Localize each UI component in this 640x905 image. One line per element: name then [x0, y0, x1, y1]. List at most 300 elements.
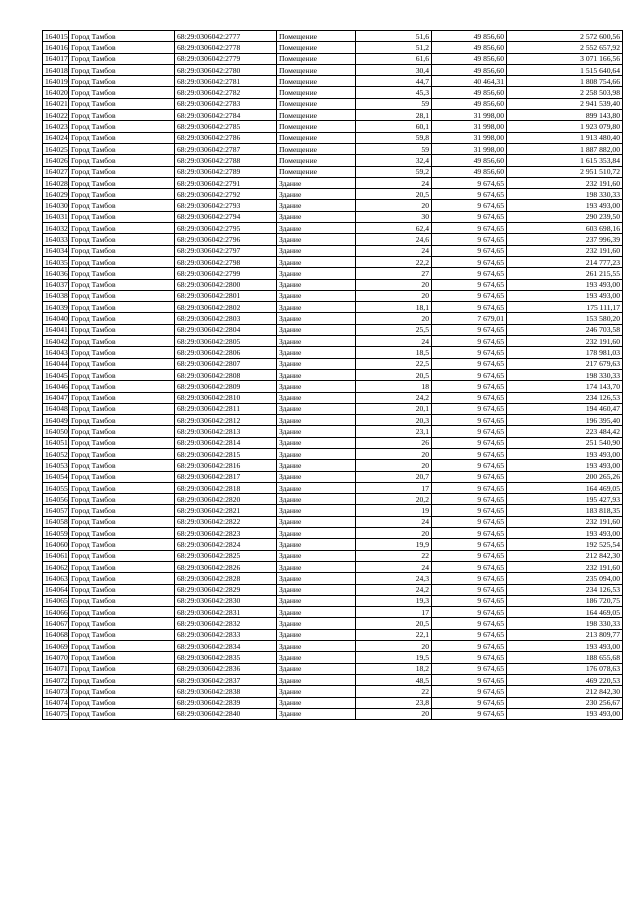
object-type-cell: Здание [277, 629, 356, 640]
table-row [43, 31, 623, 42]
area-cell: 20,7 [356, 471, 432, 482]
locality-cell: Город Тамбов [69, 189, 175, 200]
area-cell: 19,3 [356, 595, 432, 606]
locality-cell: Город Тамбов [69, 686, 175, 697]
object-type-cell: Здание [277, 200, 356, 211]
row-number-cell: 164070 [43, 652, 69, 663]
rate-cell: 9 674,65 [432, 471, 507, 482]
rate-cell: 9 674,65 [432, 641, 507, 652]
cadastral-value-cell: 213 809,77 [507, 629, 623, 640]
area-cell: 18 [356, 381, 432, 392]
object-type-cell: Здание [277, 573, 356, 584]
cadastral-value-cell: 2 572 600,56 [507, 31, 623, 42]
cadastral-number-cell: 68:29:0306042:2826 [175, 561, 277, 572]
cadastral-number-cell: 68:29:0306042:2799 [175, 268, 277, 279]
rate-cell: 9 674,65 [432, 256, 507, 267]
rate-cell: 9 674,65 [432, 516, 507, 527]
table-row [43, 290, 623, 301]
cadastral-number-cell: 68:29:0306042:2825 [175, 550, 277, 561]
locality-cell: Город Тамбов [69, 460, 175, 471]
object-type-cell: Помещение [277, 76, 356, 87]
rate-cell: 49 856,60 [432, 31, 507, 42]
cadastral-value-cell: 899 143,80 [507, 110, 623, 121]
table-row [43, 279, 623, 290]
object-type-cell: Помещение [277, 155, 356, 166]
locality-cell: Город Тамбов [69, 166, 175, 177]
row-number-cell: 164037 [43, 279, 69, 290]
object-type-cell: Здание [277, 686, 356, 697]
locality-cell: Город Тамбов [69, 245, 175, 256]
locality-cell: Город Тамбов [69, 595, 175, 606]
cadastral-number-cell: 68:29:0306042:2794 [175, 211, 277, 222]
area-cell: 19 [356, 505, 432, 516]
table-row [43, 415, 623, 426]
area-cell: 25,5 [356, 324, 432, 335]
row-number-cell: 164024 [43, 132, 69, 143]
cadastral-value-cell: 176 078,63 [507, 663, 623, 674]
table-row [43, 426, 623, 437]
area-cell: 22 [356, 550, 432, 561]
cadastral-number-cell: 68:29:0306042:2828 [175, 573, 277, 584]
object-type-cell: Помещение [277, 53, 356, 64]
cadastral-value-cell: 174 143,70 [507, 381, 623, 392]
object-type-cell: Помещение [277, 42, 356, 53]
area-cell: 45,3 [356, 87, 432, 98]
area-cell: 61,6 [356, 53, 432, 64]
table-row [43, 516, 623, 527]
locality-cell: Город Тамбов [69, 471, 175, 482]
rate-cell: 9 674,65 [432, 268, 507, 279]
locality-cell: Город Тамбов [69, 641, 175, 652]
rate-cell: 9 674,65 [432, 448, 507, 459]
cadastral-value-cell: 178 981,03 [507, 347, 623, 358]
cadastral-number-cell: 68:29:0306042:2816 [175, 460, 277, 471]
locality-cell: Город Тамбов [69, 516, 175, 527]
area-cell: 20 [356, 641, 432, 652]
row-number-cell: 164060 [43, 539, 69, 550]
area-cell: 32,4 [356, 155, 432, 166]
area-cell: 20 [356, 279, 432, 290]
cadastral-number-cell: 68:29:0306042:2801 [175, 290, 277, 301]
locality-cell: Город Тамбов [69, 143, 175, 154]
table-row [43, 302, 623, 313]
cadastral-value-cell: 192 525,54 [507, 539, 623, 550]
object-type-cell: Здание [277, 223, 356, 234]
rate-cell: 9 674,65 [432, 686, 507, 697]
area-cell: 26 [356, 437, 432, 448]
area-cell: 51,6 [356, 31, 432, 42]
object-type-cell: Помещение [277, 166, 356, 177]
rate-cell: 9 674,65 [432, 539, 507, 550]
cadastral-number-cell: 68:29:0306042:2822 [175, 516, 277, 527]
row-number-cell: 164063 [43, 573, 69, 584]
rate-cell: 9 674,65 [432, 505, 507, 516]
object-type-cell: Помещение [277, 87, 356, 98]
locality-cell: Город Тамбов [69, 313, 175, 324]
table-row [43, 132, 623, 143]
rate-cell: 9 674,65 [432, 426, 507, 437]
cadastral-value-cell: 3 071 166,56 [507, 53, 623, 64]
row-number-cell: 164050 [43, 426, 69, 437]
object-type-cell: Здание [277, 641, 356, 652]
row-number-cell: 164027 [43, 166, 69, 177]
rate-cell: 9 674,65 [432, 358, 507, 369]
locality-cell: Город Тамбов [69, 550, 175, 561]
row-number-cell: 164074 [43, 697, 69, 708]
cadastral-value-cell: 234 126,53 [507, 392, 623, 403]
cadastral-number-cell: 68:29:0306042:2837 [175, 674, 277, 685]
cadastral-number-cell: 68:29:0306042:2818 [175, 482, 277, 493]
area-cell: 20,1 [356, 403, 432, 414]
row-number-cell: 164030 [43, 200, 69, 211]
cadastral-value-cell: 1 515 640,64 [507, 64, 623, 75]
area-cell: 59,8 [356, 132, 432, 143]
object-type-cell: Здание [277, 505, 356, 516]
rate-cell: 9 674,65 [432, 347, 507, 358]
rate-cell: 9 674,65 [432, 595, 507, 606]
object-type-cell: Помещение [277, 121, 356, 132]
rate-cell: 49 856,60 [432, 53, 507, 64]
object-type-cell: Здание [277, 708, 356, 719]
table-row [43, 268, 623, 279]
row-number-cell: 164041 [43, 324, 69, 335]
locality-cell: Город Тамбов [69, 448, 175, 459]
row-number-cell: 164036 [43, 268, 69, 279]
table-row [43, 369, 623, 380]
locality-cell: Город Тамбов [69, 708, 175, 719]
rate-cell: 9 674,65 [432, 302, 507, 313]
locality-cell: Город Тамбов [69, 674, 175, 685]
cadastral-value-cell: 188 655,68 [507, 652, 623, 663]
locality-cell: Город Тамбов [69, 31, 175, 42]
locality-cell: Город Тамбов [69, 42, 175, 53]
row-number-cell: 164053 [43, 460, 69, 471]
table-row [43, 528, 623, 539]
table-row [43, 448, 623, 459]
cadastral-number-cell: 68:29:0306042:2805 [175, 336, 277, 347]
cadastral-number-cell: 68:29:0306042:2809 [175, 381, 277, 392]
locality-cell: Город Тамбов [69, 403, 175, 414]
row-number-cell: 164068 [43, 629, 69, 640]
row-number-cell: 164052 [43, 448, 69, 459]
object-type-cell: Здание [277, 279, 356, 290]
object-type-cell: Здание [277, 369, 356, 380]
object-type-cell: Помещение [277, 132, 356, 143]
table-row [43, 437, 623, 448]
row-number-cell: 164017 [43, 53, 69, 64]
cadastral-number-cell: 68:29:0306042:2795 [175, 223, 277, 234]
locality-cell: Город Тамбов [69, 539, 175, 550]
rate-cell: 9 674,65 [432, 245, 507, 256]
rate-cell: 9 674,65 [432, 584, 507, 595]
area-cell: 19,9 [356, 539, 432, 550]
object-type-cell: Здание [277, 618, 356, 629]
object-type-cell: Здание [277, 584, 356, 595]
cadastral-value-cell: 251 540,90 [507, 437, 623, 448]
row-number-cell: 164044 [43, 358, 69, 369]
cadastral-value-cell: 164 469,05 [507, 482, 623, 493]
row-number-cell: 164026 [43, 155, 69, 166]
cadastral-value-cell: 1 913 480,40 [507, 132, 623, 143]
cadastral-number-cell: 68:29:0306042:2838 [175, 686, 277, 697]
cadastral-number-cell: 68:29:0306042:2840 [175, 708, 277, 719]
table-row [43, 618, 623, 629]
row-number-cell: 164021 [43, 98, 69, 109]
row-number-cell: 164022 [43, 110, 69, 121]
object-type-cell: Помещение [277, 143, 356, 154]
row-number-cell: 164056 [43, 494, 69, 505]
cadastral-number-cell: 68:29:0306042:2802 [175, 302, 277, 313]
object-type-cell: Здание [277, 268, 356, 279]
object-type-cell: Здание [277, 516, 356, 527]
object-type-cell: Здание [277, 607, 356, 618]
area-cell: 28,1 [356, 110, 432, 121]
row-number-cell: 164061 [43, 550, 69, 561]
locality-cell: Город Тамбов [69, 53, 175, 64]
cadastral-value-cell: 193 493,00 [507, 708, 623, 719]
rate-cell: 9 674,65 [432, 279, 507, 290]
locality-cell: Город Тамбов [69, 358, 175, 369]
row-number-cell: 164045 [43, 369, 69, 380]
table-row [43, 674, 623, 685]
cadastral-number-cell: 68:29:0306042:2786 [175, 132, 277, 143]
row-number-cell: 164025 [43, 143, 69, 154]
cadastral-value-cell: 2 552 657,92 [507, 42, 623, 53]
table-row [43, 64, 623, 75]
locality-cell: Город Тамбов [69, 211, 175, 222]
locality-cell: Город Тамбов [69, 663, 175, 674]
rate-cell: 9 674,65 [432, 177, 507, 188]
row-number-cell: 164046 [43, 381, 69, 392]
table-row [43, 211, 623, 222]
row-number-cell: 164042 [43, 336, 69, 347]
table-row [43, 561, 623, 572]
locality-cell: Город Тамбов [69, 87, 175, 98]
area-cell: 59 [356, 98, 432, 109]
cadastral-value-cell: 2 258 503,98 [507, 87, 623, 98]
row-number-cell: 164055 [43, 482, 69, 493]
cadastral-number-cell: 68:29:0306042:2780 [175, 64, 277, 75]
rate-cell: 9 674,65 [432, 392, 507, 403]
area-cell: 51,2 [356, 42, 432, 53]
cadastral-number-cell: 68:29:0306042:2820 [175, 494, 277, 505]
rate-cell: 9 674,65 [432, 607, 507, 618]
cadastral-number-cell: 68:29:0306042:2834 [175, 641, 277, 652]
locality-cell: Город Тамбов [69, 426, 175, 437]
cadastral-value-cell: 164 469,05 [507, 607, 623, 618]
area-cell: 17 [356, 607, 432, 618]
object-type-cell: Здание [277, 347, 356, 358]
locality-cell: Город Тамбов [69, 505, 175, 516]
cadastral-number-cell: 68:29:0306042:2815 [175, 448, 277, 459]
object-type-cell: Помещение [277, 31, 356, 42]
table-row [43, 460, 623, 471]
cadastral-number-cell: 68:29:0306042:2808 [175, 369, 277, 380]
rate-cell: 49 856,60 [432, 98, 507, 109]
rate-cell: 49 856,60 [432, 155, 507, 166]
cadastral-value-cell: 235 094,00 [507, 573, 623, 584]
rate-cell: 49 856,60 [432, 87, 507, 98]
table-row [43, 505, 623, 516]
area-cell: 24 [356, 245, 432, 256]
table-row [43, 697, 623, 708]
row-number-cell: 164057 [43, 505, 69, 516]
row-number-cell: 164067 [43, 618, 69, 629]
locality-cell: Город Тамбов [69, 629, 175, 640]
object-type-cell: Здание [277, 652, 356, 663]
cadastral-number-cell: 68:29:0306042:2783 [175, 98, 277, 109]
locality-cell: Город Тамбов [69, 234, 175, 245]
locality-cell: Город Тамбов [69, 121, 175, 132]
object-type-cell: Здание [277, 358, 356, 369]
row-number-cell: 164064 [43, 584, 69, 595]
area-cell: 24 [356, 561, 432, 572]
row-number-cell: 164032 [43, 223, 69, 234]
table-row [43, 166, 623, 177]
cadastral-number-cell: 68:29:0306042:2792 [175, 189, 277, 200]
rate-cell: 9 674,65 [432, 324, 507, 335]
cadastral-value-cell: 1 808 754,66 [507, 76, 623, 87]
object-type-cell: Здание [277, 415, 356, 426]
cadastral-number-cell: 68:29:0306042:2830 [175, 595, 277, 606]
table-row [43, 663, 623, 674]
locality-cell: Город Тамбов [69, 336, 175, 347]
rate-cell: 9 674,65 [432, 561, 507, 572]
object-type-cell: Здание [277, 403, 356, 414]
cadastral-number-cell: 68:29:0306042:2821 [175, 505, 277, 516]
cadastral-value-cell: 196 395,40 [507, 415, 623, 426]
rate-cell: 31 998,00 [432, 121, 507, 132]
table-row [43, 686, 623, 697]
cadastral-value-cell: 186 720,75 [507, 595, 623, 606]
cadastral-number-cell: 68:29:0306042:2779 [175, 53, 277, 64]
rate-cell: 9 674,65 [432, 290, 507, 301]
object-type-cell: Здание [277, 663, 356, 674]
object-type-cell: Здание [277, 471, 356, 482]
cadastral-value-cell: 232 191,60 [507, 245, 623, 256]
area-cell: 20 [356, 313, 432, 324]
rate-cell: 9 674,65 [432, 618, 507, 629]
locality-cell: Город Тамбов [69, 618, 175, 629]
cadastral-value-cell: 232 191,60 [507, 336, 623, 347]
cadastral-number-cell: 68:29:0306042:2791 [175, 177, 277, 188]
table-row [43, 98, 623, 109]
cadastral-value-cell: 193 493,00 [507, 641, 623, 652]
cadastral-value-cell: 1 615 353,84 [507, 155, 623, 166]
rate-cell: 31 998,00 [432, 132, 507, 143]
area-cell: 22,5 [356, 358, 432, 369]
row-number-cell: 164040 [43, 313, 69, 324]
area-cell: 20 [356, 448, 432, 459]
cadastral-value-cell: 183 818,35 [507, 505, 623, 516]
table-row [43, 584, 623, 595]
area-cell: 24 [356, 516, 432, 527]
table-row [43, 652, 623, 663]
cadastral-number-cell: 68:29:0306042:2813 [175, 426, 277, 437]
table-row [43, 381, 623, 392]
object-type-cell: Здание [277, 381, 356, 392]
area-cell: 24 [356, 177, 432, 188]
table-row [43, 42, 623, 53]
row-number-cell: 164034 [43, 245, 69, 256]
object-type-cell: Здание [277, 482, 356, 493]
cadastral-number-cell: 68:29:0306042:2785 [175, 121, 277, 132]
cadastral-value-table [42, 30, 623, 720]
locality-cell: Город Тамбов [69, 607, 175, 618]
cadastral-value-cell: 193 493,00 [507, 290, 623, 301]
rate-cell: 9 674,65 [432, 234, 507, 245]
cadastral-number-cell: 68:29:0306042:2797 [175, 245, 277, 256]
row-number-cell: 164072 [43, 674, 69, 685]
locality-cell: Город Тамбов [69, 415, 175, 426]
cadastral-value-cell: 246 703,58 [507, 324, 623, 335]
rate-cell: 9 674,65 [432, 674, 507, 685]
table-row [43, 177, 623, 188]
area-cell: 48,5 [356, 674, 432, 685]
table-row [43, 336, 623, 347]
cadastral-value-cell: 230 256,67 [507, 697, 623, 708]
object-type-cell: Здание [277, 392, 356, 403]
row-number-cell: 164075 [43, 708, 69, 719]
cadastral-number-cell: 68:29:0306042:2829 [175, 584, 277, 595]
row-number-cell: 164073 [43, 686, 69, 697]
cadastral-number-cell: 68:29:0306042:2798 [175, 256, 277, 267]
rate-cell: 9 674,65 [432, 415, 507, 426]
object-type-cell: Здание [277, 697, 356, 708]
area-cell: 59 [356, 143, 432, 154]
area-cell: 27 [356, 268, 432, 279]
cadastral-value-cell: 193 493,00 [507, 448, 623, 459]
cadastral-number-cell: 68:29:0306042:2814 [175, 437, 277, 448]
area-cell: 44,7 [356, 76, 432, 87]
area-cell: 19,5 [356, 652, 432, 663]
locality-cell: Город Тамбов [69, 177, 175, 188]
cadastral-value-cell: 2 951 510,72 [507, 166, 623, 177]
locality-cell: Город Тамбов [69, 528, 175, 539]
cadastral-number-cell: 68:29:0306042:2807 [175, 358, 277, 369]
cadastral-number-cell: 68:29:0306042:2831 [175, 607, 277, 618]
row-number-cell: 164015 [43, 31, 69, 42]
rate-cell: 9 674,65 [432, 629, 507, 640]
cadastral-number-cell: 68:29:0306042:2835 [175, 652, 277, 663]
cadastral-value-cell: 232 191,60 [507, 516, 623, 527]
locality-cell: Город Тамбов [69, 268, 175, 279]
cadastral-value-cell: 1 887 882,00 [507, 143, 623, 154]
rate-cell: 31 998,00 [432, 110, 507, 121]
object-type-cell: Здание [277, 302, 356, 313]
locality-cell: Город Тамбов [69, 155, 175, 166]
rate-cell: 9 674,65 [432, 437, 507, 448]
row-number-cell: 164047 [43, 392, 69, 403]
cadastral-value-cell: 232 191,60 [507, 177, 623, 188]
area-cell: 18,5 [356, 347, 432, 358]
row-number-cell: 164059 [43, 528, 69, 539]
table-row [43, 223, 623, 234]
cadastral-number-cell: 68:29:0306042:2800 [175, 279, 277, 290]
row-number-cell: 164058 [43, 516, 69, 527]
table-row [43, 494, 623, 505]
row-number-cell: 164016 [43, 42, 69, 53]
cadastral-number-cell: 68:29:0306042:2787 [175, 143, 277, 154]
row-number-cell: 164035 [43, 256, 69, 267]
table-row [43, 708, 623, 719]
table-row [43, 313, 623, 324]
cadastral-value-cell: 193 493,00 [507, 460, 623, 471]
cadastral-value-cell: 153 580,20 [507, 313, 623, 324]
table-row [43, 53, 623, 64]
table-row [43, 550, 623, 561]
rate-cell: 40 464,31 [432, 76, 507, 87]
